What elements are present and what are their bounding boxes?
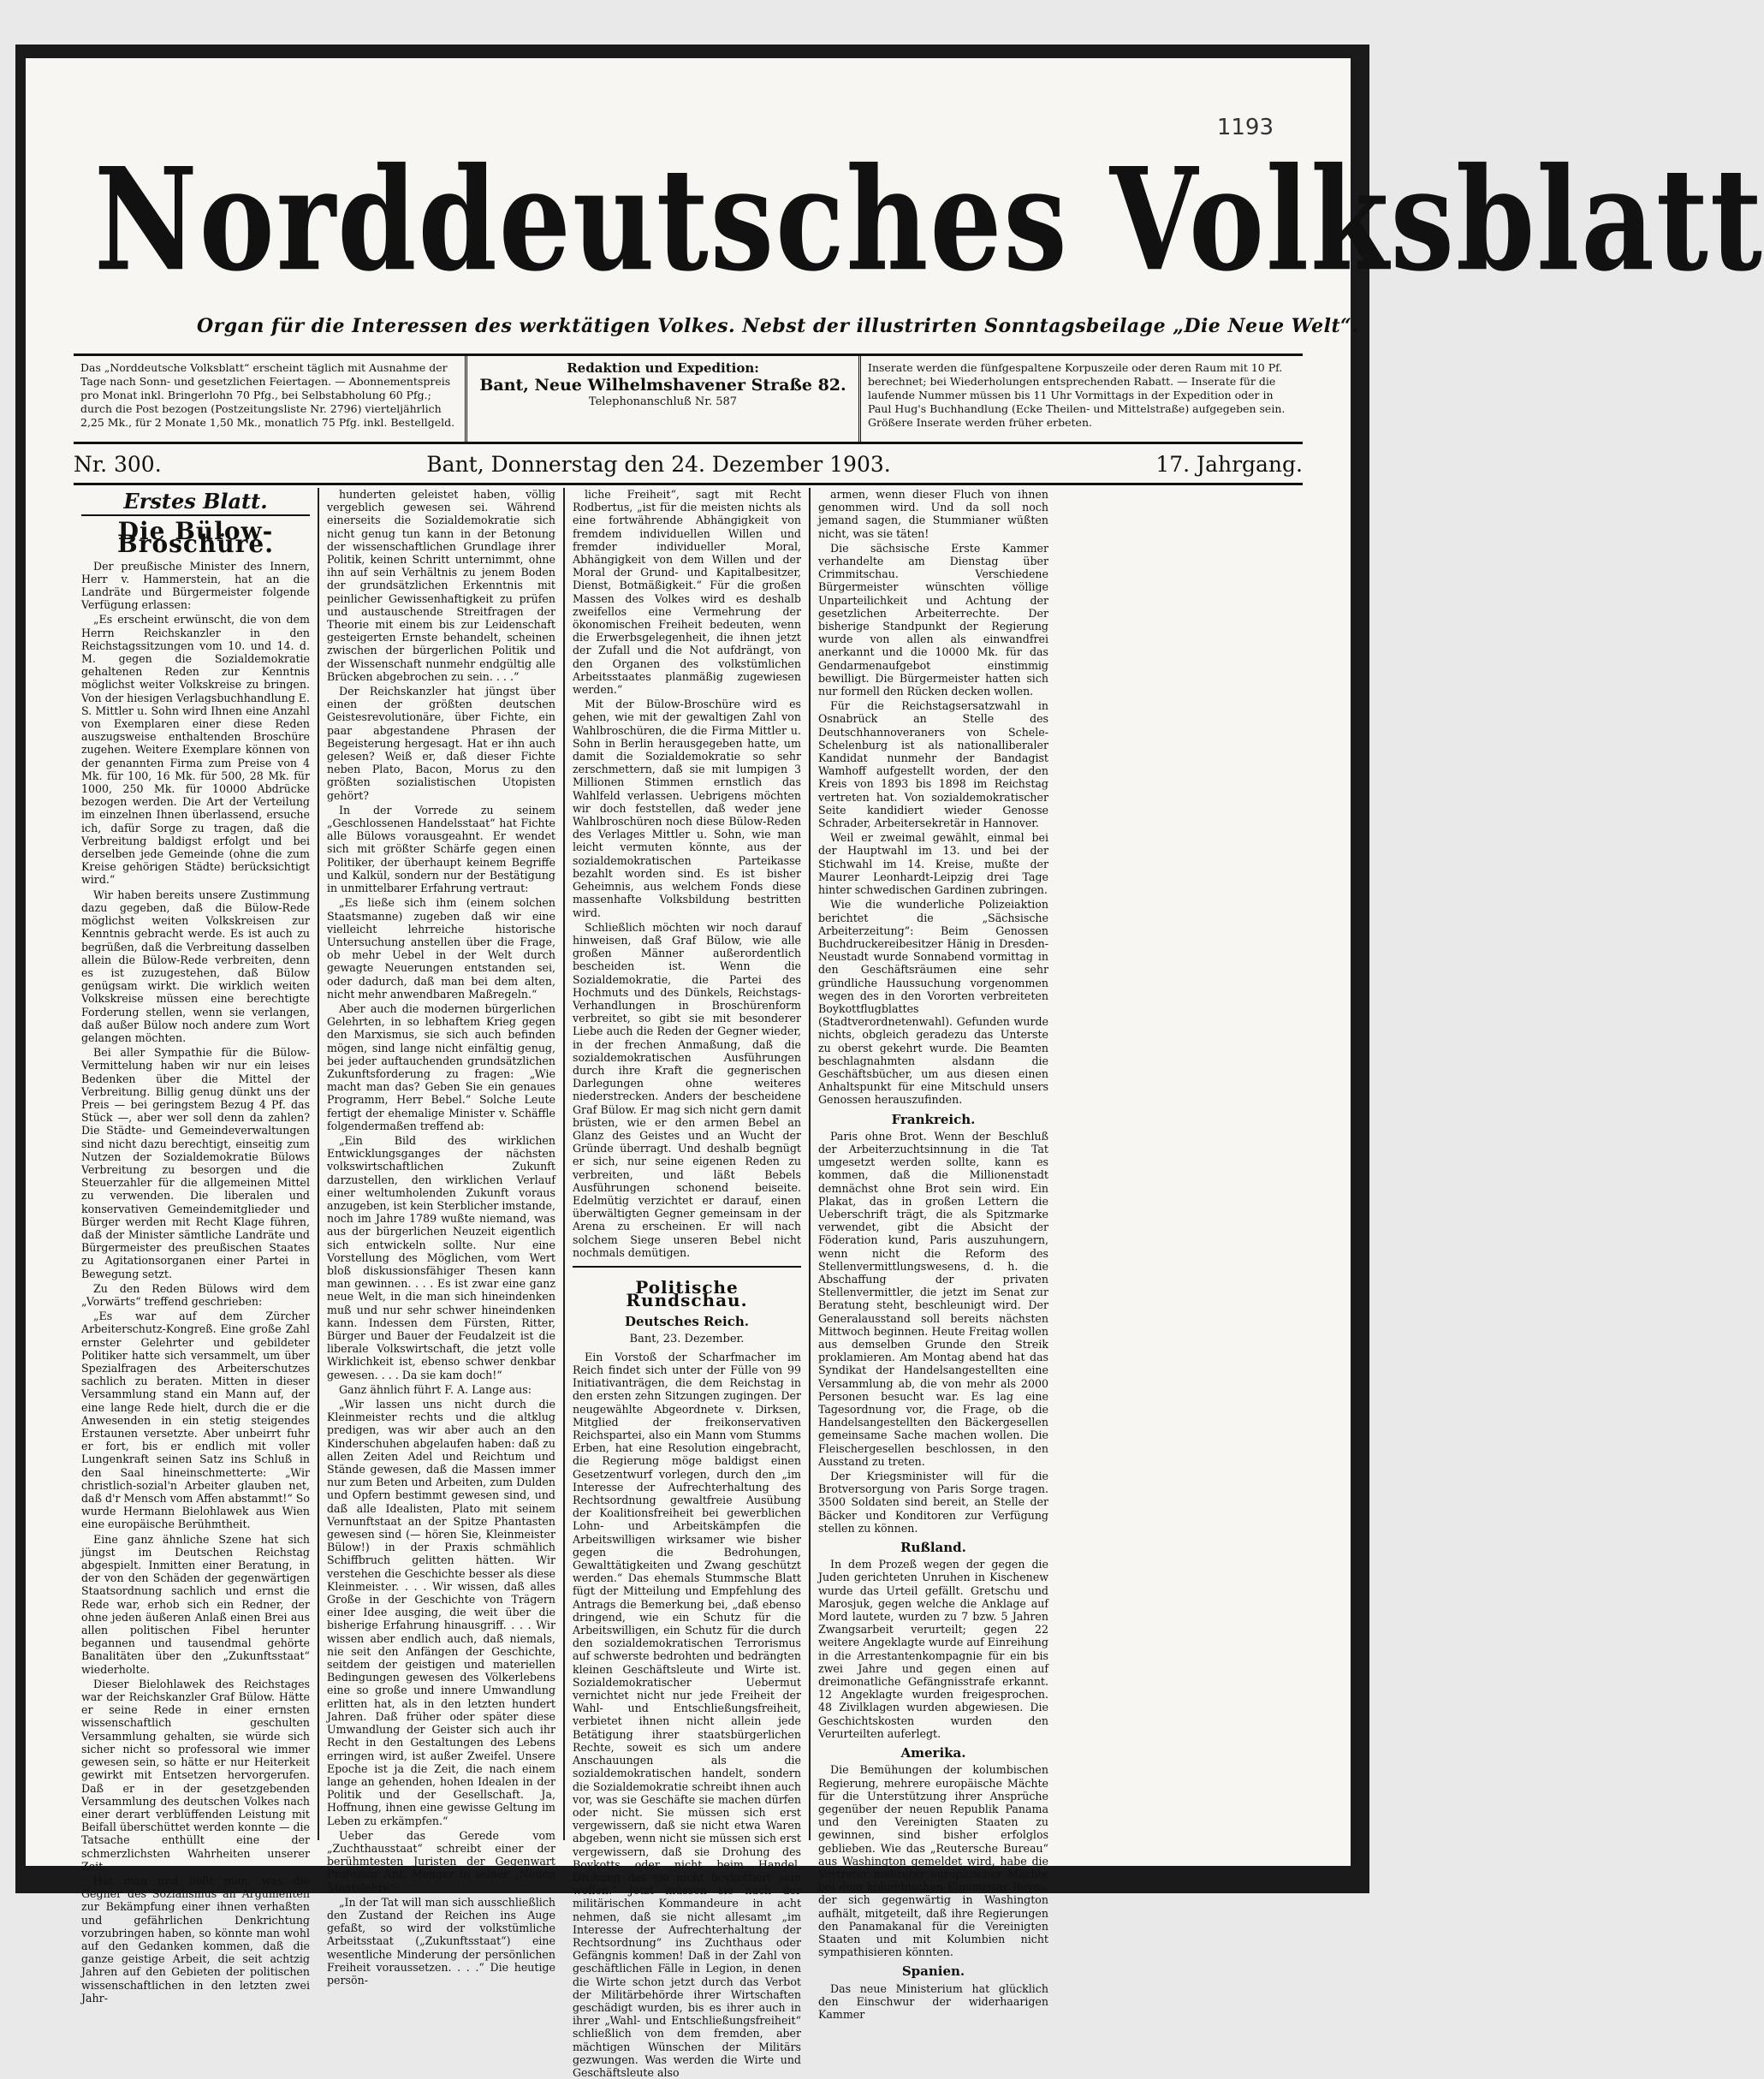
paragraph: In der Vorrede zu seinem „Geschlossenen Handelsstaat“ hat Fichte alle Bülows vorausgeahnt. Er wendet sich mit größter Schärfe gegen einen Politiker, der überhaupt keinem Begriffe und Kalkül, sondern nur der Bestätigung in unmittelbarer Erfahrung vertraut: [327, 803, 555, 895]
info-strip [74, 353, 1303, 444]
paragraph: Die sächsische Erste Kammer verhandelte am Dienstag über Crimmitschau. Verschiedene Bürgermeister wünschten völlige Unparteilichkeit und Achtung der gesetzlichen Arbeiterrechte. Der bisherige Standpunkt der Regierung wurde von allen als einwandfrei anerkannt und die 10000 Mk. für das Gendarmenaufgebot einstimmig bewilligt. Die Bürgermeister hatten sich nur formell den Rücken decken wollen. [818, 541, 1048, 698]
paragraph: „Es ließe sich ihm (einem solchen Staatsmanne) zugeben daß wir eine vielleicht lehrreiche historische Untersuchung anstellen über die Frage, ob mehr Uebel in der Welt durch gewagte Neuerungen entstanden sei, oder dadurch, daß man bei dem alten, nicht mehr anwendbaren Maßregeln.“ [327, 896, 555, 1001]
paragraph: Eine ganz ähnliche Szene hat sich jüngst im Deutschen Reichstag abgespielt. Inmitten einer Beratung, in der von den Schäden der gegenwärtigen Staatsordnung sachlich und ernst die Rede war, erhob sich ein Redner, der ohne jeden äußeren Anlaß einen Brei aus allen politischen Fibel herunter begannen und tausendmal gehörte Banalitäten über den „Zukunftsstaat“ wiederholte. [81, 1532, 310, 1676]
section-heading: Politische Rundschau. [626, 1276, 748, 1311]
paragraph: Aber auch die modernen bürgerlichen Gelehrten, in so lebhaftem Krieg gegen den Marxismus, sie sich auch befinden mögen, sind lange nicht einfältig genug, bei jeder auftauchenden grundsätzlichen Zukunftsforderung zu fragen: „Wie macht man das? Geben Sie ein genaues Programm, Herr Bebel.“ Solche Leute fertigt der ehemalige Minister v. Schäffle folgendermaßen treffend ab: [327, 1001, 555, 1132]
paragraph: Wie die wunderliche Polizeiaktion berichtet die „Sächsische Arbeiterzeitung“: Beim Genossen Buchdruckereibesitzer Hänig in Dresden-Neustadt wurde Sonnabend vormittag in den Geschäftsräumen eine sehr gründliche Haussuchung vorgenommen wegen des in den Vororten verbreiteten Boykottflugblattes (Stadtverordnetenwahl). Gefunden wurde nichts, obgleich geradezu das Unterste zu oberst gekehrt wurde. Die Beamten beschlagnahmten alsdann die Geschäftsbücher, um aus diesen einen Anhaltspunkt für eine Mitschuld unsers Genossen herauszufinden. [818, 898, 1048, 1107]
issue-number: Nr. 300. [74, 451, 162, 477]
editorial-address [467, 356, 861, 442]
editorial-street: Bant, Neue Wilhelmshavener Straße 82. [479, 376, 846, 395]
paragraph: Paris ohne Brot. Wenn der Beschluß der Arbeiterzuchtsinnung in die Tat umgesetzt werden sollte, kann es kommen, daß die Millionenstadt demnächst ohne Brot sein wird. Ein Plakat, das in großen Lettern die Ueberschrift trägt, die als Spitzmarke verwendet, gibt die Absicht der Föderation kund, Paris auszuhungern, wenn nicht die Reform des Stellenvermittlungswesens, d. h. die Abschaffung der privaten Stellenvermittler, die jetzt im Senat zur Beratung steht, beschleunigt wird. Der Generalausstand soll bereits nächsten Mittwoch beginnen. Heute Freitag wollen aus demselben Grunde den Streik proklamieren. Am Montag abend hat das Syndikat der Handelsangestellten eine Versammlung ab, die von mehr als 2000 Personen besucht war. Es lag eine Tagesordnung vor, die Frage, ob die Handelsangestellten den Bäckergesellen gemeinsame Sache machen wollen. Die Fleischergesellen beschlossen, in den Ausstand zu treten. [818, 1129, 1048, 1468]
paragraph: Der preußische Minister des Innern, Herr v. Hammerstein, hat an die Landräte und Bürgermeister folgende Verfügung erlassen: [81, 559, 310, 612]
paragraph: Für die Reichstagsersatzwahl in Osnabrück an Stelle des Deutschhannoveraners von Schele-Schelenburg ist als nationalliberaler Kandidat nunmehr der Bandagist Wamhoff aufgestellt worden, der den Kreis von 1893 bis 1898 im Reichstag vertreten hat. Von sozialdemokratischer Seite kandidiert wieder Genosse Schrader, Arbeitersekretär in Hannover. [818, 699, 1048, 830]
country-heading: Rußland. [900, 1540, 966, 1556]
paragraph: „Ein Bild des wirklichen Entwicklungsganges der nächsten volkswirtschaftlichen Zukunft darzustellen, den wirklichen Verlauf einer weltumholenden Zukunft voraus anzugeben, ist kein Sterblicher imstande, noch im Jahre 1789 wußte niemand, was aus der bürgerlichen Neuzeit eigentlich sich entwickeln sollte. Nur eine Vorstellung des Möglichen, vom Wert bloß diskussionsfähiger Thesen kann man gewinnen. . . . Es ist zwar eine ganz neue Welt, in die man sich hineindenken muß und nur sehr schwer hineindenken kann. Indessen dem Fürsten, Ritter, Bürger und Bauer der Feudalzeit ist die liberale Volkswirtschaft, die jetzt volle Wirklichkeit ist, ebenso schwer denkbar gewesen. . . . Da sie kam doch!“ [327, 1133, 555, 1381]
paragraph: Mit der Bülow-Broschüre wird es gehen, wie mit der gewaltigen Zahl von Wahlbroschüren, die die Firma Mittler u. Sohn in Berlin herausgegeben hatte, um damit die Sozialdemokratie so sehr zerschmettern, daß sie mit lumpigen 3 Millionen Stimmen ernstlich das Wahlfeld verlassen. Uebrigens möchten wir doch feststellen, daß weder jene Wahlbroschüren noch diese Bülow-Reden des Verlages Mittler u. Sohn, wie man leicht vermuten könnte, aus der sozialdemokratischen Parteikasse bezahlt worden sind. Es ist bisher Geheimnis, aus welchem Fonds diese massenhafte Volksbildung bestritten wird. [573, 698, 801, 919]
paragraph: Das neue Ministerium hat glücklich den Einschwur der widerhaarigen Kammer [818, 1981, 1048, 2021]
column-4 [811, 488, 1056, 2021]
paragraph: Der Kriegsminister will für die Brotversorgung von Paris Sorge tragen. 3500 Soldaten sind bereit, an Stelle der Bäcker und Konditoren zur Verfügung stellen zu können. [818, 1470, 1048, 1535]
section-divider [573, 1266, 801, 1345]
dateline [74, 445, 1303, 485]
issue-date: Bant, Donnerstag den 24. Dezember 1903. [426, 451, 891, 477]
masthead-title: Norddeutsches Volksblatt [94, 137, 1764, 304]
paragraph: Die Bemühungen der kolumbischen Regierung, mehrere europäische Mächte für die Unterstützung ihrer Ansprüche gegenüber der neuen Republik Panama und den Vereinigten Staaten zu gewinnen, sind bisher erfolglos geblieben. Wie das „Reutersche Bureau“ aus Washington gemeldet wird, habe die Vertreter mehrerer europäischer Mächte bei dem kolumbischen Kommissar Reyes, der sich gegenwärtig in Washington aufhält, mitgeteilt, daß ihre Regierungen den Panamakanal für die Vereinigten Staaten und mit Kolumbien nicht sympathisieren könnten. [818, 1763, 1048, 1959]
paragraph: Der Reichskanzler hat jüngst über einen der größten deutschen Geistesrevolutionäre, über Fichte, ein paar abgestandene Phrasen der Begeisterung hergesagt. Hat er ihn auch gelesen? Weiß er, daß dieser Fichte neben Plato, Bacon, Morus zu den größten sozialistischen Utopisten gehört? [327, 685, 555, 802]
country-heading: Amerika. [900, 1745, 966, 1761]
dateline-small: Bant, 23. Dezember. [629, 1332, 745, 1345]
section-label: Erstes Blatt. [81, 495, 310, 516]
subsection-heading: Deutsches Reich. [624, 1314, 750, 1330]
article-headline: Die Bülow-Broschüre. [117, 517, 274, 559]
paragraph: liche Freiheit“, sagt mit Recht Rodbertus, „ist für die meisten nichts als eine fortwährende Abhängigkeit von fremdem individuellen Willen und fremder individueller Moral, Abhängigkeit von dem Willen und der Moral der Grund- und Kapitalbesitzer, Dienst, Botmäßigkeit.“ Für die großen Massen des Volkes wird es deshalb zweifellos eine Vermehrung der ökonomischen Freiheit bedeuten, wenn die Erwerbsgelegenheit, die ihnen jetzt der Zufall und die Not aufdrängt, von den Organen des volkstümlichen Arbeitsstaates planmäßig zugewiesen werden.“ [573, 488, 801, 697]
paragraph: „Es war auf dem Zürcher Arbeiterschutz-Kongreß. Eine große Zahl ernster Gelehrter und gebildeter Politiker hatte sich versammelt, um über Spezialfragen des Arbeiterschutzes sachlich zu beraten. Mitten in dieser Versammlung stand ein Mann auf, der eine lange Rede hielt, durch die er die Anwesenden in ein stetig steigendes Erstaunen versetzte. Aber unbeirrt fuhr er fort, bis er endlich mit voller Lungenkraft seinen Satz ins Schluß in den Saal hineinschmetterte: „Wir christlich-sozial'n Arbeiter glauben net, daß d'r Mensch vom Affen abstammt!“ So wurde Hermann Bielohlawek aus Wien eine europäische Berühmtheit. [81, 1310, 310, 1531]
advertising-info: Inserate werden die fünfgespaltene Korpuszeile oder deren Raum mit 10 Pf. berechnet; bei Wiederholungen entsprechenden Rabatt. — Inserate für die laufende Nummer müssen bis 11 Uhr Vormittags in der Expedition oder in Paul Hug's Buchhandlung (Ecke Theilen- und Mittelstraße) aufgegeben sein. Größere Inserate werden früher erbeten. [868, 361, 1286, 429]
paragraph: „Wir lassen uns nicht durch die Kleinmeister rechts und die altklug predigen, was wir aber auch an den Kinderschuhen abgelaufen haben: daß zu allen Zeiten Adel und Reichtum und Stände gewesen, daß die Massen immer nur zum Beten und Arbeiten, zum Dulden und Opfern bestimmt gewesen sind, und daß alle Idealisten, Plato mit seinem Vernunftstaat an der Spitze Phantasten gewesen sind (— hören Sie, Kleinmeister Bülow!) in der Praxis schmählich Schiffbruch gelitten hätten. Wir verstehen die Geschichte besser als diese Kleinmeister. . . . Wir wissen, daß alles Große in der Geschichte von Trägern einer Idee ausging, die weit über die bisherige Erfahrung hinausgriff. . . . Wir wissen aber endlich auch, daß niemals, nie seit den Anfängen der Geschichte, seitdem der geistigen und materiellen Bedingungen gewesen des Völkerlebens eine so große und innere Umwandlung erlitten hat, als in den letzten hundert Jahren. Daß früher oder später diese Umwandlung der Geister sich auch ihr Recht in den Gestaltungen des Lebens erringen wird, ist außer Zweifel. Unsere Epoche ist ja die Zeit, die nach einem lange an gehenden, hohen Idealen in der Politik und der Gesellschaft. Ja, Hoffnung, ihnen eine gewisse Geltung im Leben zu erkämpfen.“ [327, 1398, 556, 1827]
paragraph: Ganz ähnlich führt F. A. Lange aus: [339, 1382, 532, 1396]
paragraph: armen, wenn dieser Fluch von ihnen genommen wird. Und da soll noch jemand sagen, die Stummianer wüßten nicht, was sie täten! [818, 488, 1048, 540]
article-columns [74, 488, 1303, 2079]
column-2 [319, 488, 565, 1987]
paragraph: Weil er zweimal gewählt, einmal bei der Hauptwahl im 13. und bei der Stichwahl im 14. Kreise, mußte der Maurer Leonhardt-Leipzig drei Tage hinter schwedischen Gardinen zubringen. [818, 831, 1048, 897]
paragraph: Schließlich möchten wir noch darauf hinweisen, daß Graf Bülow, wie alle großen Männer außerordentlich bescheiden ist. Wenn die Sozialdemokratie, die Partei des Hochmuts und des Dünkels, Reichstags-Verhandlungen in Broschürenform verbreitet, so gibt sie mit besonderer Liebe auch die Reden der Gegner wieder, in der frechen Anmaßung, daß die sozialdemokratischen Ausführungen durch ihre Kraft die gegnerischen Darlegungen ohne weiteres niederstrecken. Anders der bescheidene Graf Bülow. Er mag sich nicht gern damit brüsten, wie er den armen Bebel an Glanz des Geistes und an Wucht der Gründe überragt. Und deshalb begnügt er sich, nur seine eigenen Reden zu verbreiten, und läßt Bebels Ausführungen schonend beiseite. Edelmütig verzichtet er darauf, einen überwältigten Gegner gemeinsam in der Arena zu erscheinen. Er will nach solchem Siege unseren Bebel nicht nochmals demütigen. [573, 920, 801, 1259]
masthead-organ-line: Organ für die Interessen des werktätigen Volkes. Nebst der illustrirten Sonntagsbeilage „Die Neue Welt“. [197, 315, 1359, 337]
volume-number: 17. Jahrgang. [1155, 451, 1303, 477]
country-heading: Spanien. [901, 1963, 965, 1980]
paragraph: Zu den Reden Bülows wird dem „Vorwärts“ treffend geschrieben: [81, 1281, 310, 1308]
subscription-info: Das „Norddeutsche Volksblatt“ erscheint täglich mit Ausnahme der Tage nach Sonn- und gesetzlichen Feiertagen. — Abonnementspreis pro Monat inkl. Bringerlohn 70 Pfg., bei Selbstabholung 60 Pfg.; durch die Post bezogen (Postzeitungsliste Nr. 2796) vierteljährlich 2,25 Mk., für 2 Monate 1,50 Mk., monatlich 75 Pfg. inkl. Bestellgeld. [74, 356, 467, 442]
archive-number: 1193 [1216, 115, 1274, 140]
paragraph: Ein Vorstoß der Scharfmacher im Reich findet sich unter der Fülle von 99 Initiativanträgen, die dem Reichstag in den ersten zehn Sitzungen zugingen. Der neugewählte Abgeordnete v. Dirksen, Mitglied der freikonservativen Reichspartei, also ein Mann vom Stumms Erben, hat eine Resolution eingebracht, die Regierung möge baldigst einen Gesetzentwurf vorlegen, durch den „im Interesse der Aufrechterhaltung des Rechtsordnung gewaltfreie Ausübung der Koalitionsfreiheit bei gewerblichen Lohn- und Arbeitskämpfen die Arbeitswilligen wirksamer wie bisher gegen die Bedrohungen, Gewalttätigkeiten und Zwang geschützt werden.“ Das ehemals Stummsche Blatt fügt der Mitteilung und Empfehlung des Antrags die Bemerkung bei, „daß ebenso dringend, wie ein Schutz für die Arbeitswilligen, ein Schutz für die durch den sozialdemokratischen Terrorismus auf schwerste bedrohten und bedrängten kleinen Geschäftsleute und Wirte ist. Sozialdemokratischer Uebermut vernichtet nicht nur jede Freiheit der Wahl- und Entschließungsfreiheit, verbietet ihnen nicht allein jede Betätigung ihrer staatsbürgerlichen Rechte, soweit es sich um andere Anschauungen als die sozialdemokratischen handelt, sondern die Sozialdemokratie schreibt ihnen auch vor, was sie Geschäfte sie machen dürfen oder nicht. Sie müssen sich erst vergewissern, daß sie nicht etwa Waren abgeben, wenn nicht sie müssen sich erst vergewissern, daß sie Drohung des Boykotts oder nicht beim Handel, Drohung das sie nicht boykottiert sein wollen.“ Jetzt müssen sie nach der militärischen Kommandeure in acht nehmen, daß sie nicht allesamt „im Interesse der Aufrechterhaltung der Rechtsordnung“ ins Zuchthaus oder Gefängnis kommen! Daß in der Zahl von geschäftlichen Fälle in Legion, in denen die Wirte schon jetzt durch das Verbot der Militärbehörde ihrer Wirtschaften geschädigt wurden, bis es ihrer auch in ihrer „Wahl- und Entschließungsfreiheit“ schließlich von dem fremden, aber mächtigen Wünschen der Militärs gezwungen. Was werden die Wirte und Geschäftsleute also [573, 1350, 801, 2079]
paragraph: Hat man und ließt man, was die Gegner des Sozialismus an Argumenten zur Bekämpfung einer ihnen verhaßten und gefährlichen Denkrichtung vorzubringen haben, so könnte man wohl auf den Gedanken kommen, daß die ganze geistige Arbeit, die seit achtzig Jahren auf den Gebieten der politischen wissenschaftlichen in den letzten zwei Jahr- [81, 1874, 310, 2005]
editorial-phone: Telephonanschluß Nr. 587 [588, 395, 738, 408]
paragraph: Wir haben bereits unsere Zustimmung dazu gegeben, daß die Bülow-Rede möglichst weiten Volkskreisen zur Kenntnis gebracht werde. Es ist auch zu begrüßen, daß die Verbreitung dasselben allein die Bülow-Rede verbreiten, denn es ist zuzugestehen, daß Bülow genügsam wirkt. Die wirklich weiten Volkskreise müssen eine berechtigte Forderung stellen, wenn sie verlangen, daß außer Bülow noch andere zum Wort gelangen möchten. [81, 888, 310, 1044]
paragraph: „Es erscheint erwünscht, die von dem Herrn Reichskanzler in den Reichstagssitzungen vom 10. und 14. d. M. gegen die Sozialdemokratie gehaltenen Reden zur Kenntnis möglichst weiter Volkskreise zu bringen. Von der hiesigen Verlagsbuchhandlung E. S. Mittler u. Sohn wird Ihnen eine Anzahl von Exemplaren einer diese Reden auszugsweise enthaltenden Broschüre zugehen. Weitere Exemplare können von der genannten Firma zum Preise von 4 Mk. für 100, 16 Mk. für 500, 28 Mk. für 1000, 250 Mk. für 10000 Abdrücke bezogen werden. Die Art der Verteilung im einzelnen Ihnen überlassend, ersuche ich, dafür Sorge zu tragen, daß die Verbreitung baldigst erfolgt und bei derselben jede Gemeinde (ohne die zum Kreise gehörigen Städte) berücksichtigt wird.“ [81, 613, 310, 887]
column-3 [565, 488, 811, 2079]
paragraph: In dem Prozeß wegen der gegen die Juden gerichteten Unruhen in Kischenew wurde das Urteil gefällt. Gretschu und Marosjuk, gegen welche die Anklage auf Mord lautete, wurden zu 7 bzw. 5 Jahren Zwangsarbeit verurteilt; gegen 22 weitere Angeklagte wurde auf Einreihung in die Arrestantenkompagnie für ein bis zwei Jahre und gegen einen auf dreimonatliche Gefängnisstrafe erkannt. 12 Angeklagte wurden freigesprochen. 48 Zivilklagen wurden abgewiesen. Die Geschichtskosten wurden den Verurteilten auferlegt. [818, 1558, 1048, 1740]
country-heading: Frankreich. [891, 1111, 976, 1127]
paragraph: Bei aller Sympathie für die Bülow-Vermittelung haben wir nur ein leises Bedenken über die Mittel der Verbreitung. Billig genug dünkt uns der Preis — bei geringstem Bezug 4 Pf. das Stück —, aber wer soll denn da zahlen? Die Städte- und Gemeindeverwaltungen sind nicht dazu berechtigt, einseitig zum Nutzen der Sozialdemokratie Bülows Verbreitung zu besorgen und die Steuerzahler für die allgemeinen Mittel zu verwenden. Die liberalen und konservativen Gemeindemitglieder und Bürger werden mit Recht Klage führen, daß der Minister sämtliche Landräte und Bürgermeister des preußischen Staates zu Agitationsorganen einer Partei in Bewegung setzt. [81, 1046, 310, 1280]
paragraph: „In der Tat will man sich ausschließlich den Zustand der Reichen ins Auge gefaßt, so wird der volkstümliche Arbeitsstaat („Zukunftsstaat“) eine wesentliche Minderung der persönlichen Freiheit voraussetzen. . . .“ Die heutige persön- [327, 1895, 555, 1987]
newspaper-page [26, 58, 1764, 2079]
editorial-label: Redaktion und Expedition: [567, 360, 759, 376]
paragraph: Ueber das Gerede vom „Zuchthausstaat“ schreibt einer der berühmtesten Juristen der Gegenwart Professor Ant. Menger in seiner „Neuen Staatslehre“: [327, 1828, 555, 1894]
column-1 [74, 488, 319, 2005]
paragraph: Dieser Bielohlawek des Reichstages war der Reichskanzler Graf Bülow. Hätte er seine Rede in einer ernsten wissenschaftlich geschulten Versammlung gehalten, sie würde sich sicher nicht so professoral wie immer gewesen sein, so hätte er nur Heiterkeit gewirkt mit Entsetzen hervorgerufen. Daß er in der gesetzgebenden Versammlung des deutschen Volkes nach einer derart verblüffenden Leistung mit Beifall überschüttet werden konnte — die Tatsache enthüllt eine der schmerzlichsten Wahrheiten unserer Zeit. [81, 1677, 310, 1873]
paragraph: hunderten geleistet haben, völlig vergeblich gewesen sei. Während einerseits die Sozialdemokratie sich nicht genug tun kann in der Betonung der wissenschaftlichen Grundlage ihrer Politik, keinen Schritt unternimmt, ohne ihn auf sein Verhältnis zu jenem Boden der grundsätzlichen Erkenntnis mit peinlicher Gewissenhaftigkeit zu prüfen und austauschende Streitfragen der Theorie mit einem bis zur Leidenschaft gesteigerten Ernste behandelt, scheinen zwischen der bürgerlichen Politik und der Wissenschaft nunmehr endgültig alle Brücken abgebrochen zu sein. . . .“ [327, 488, 555, 683]
